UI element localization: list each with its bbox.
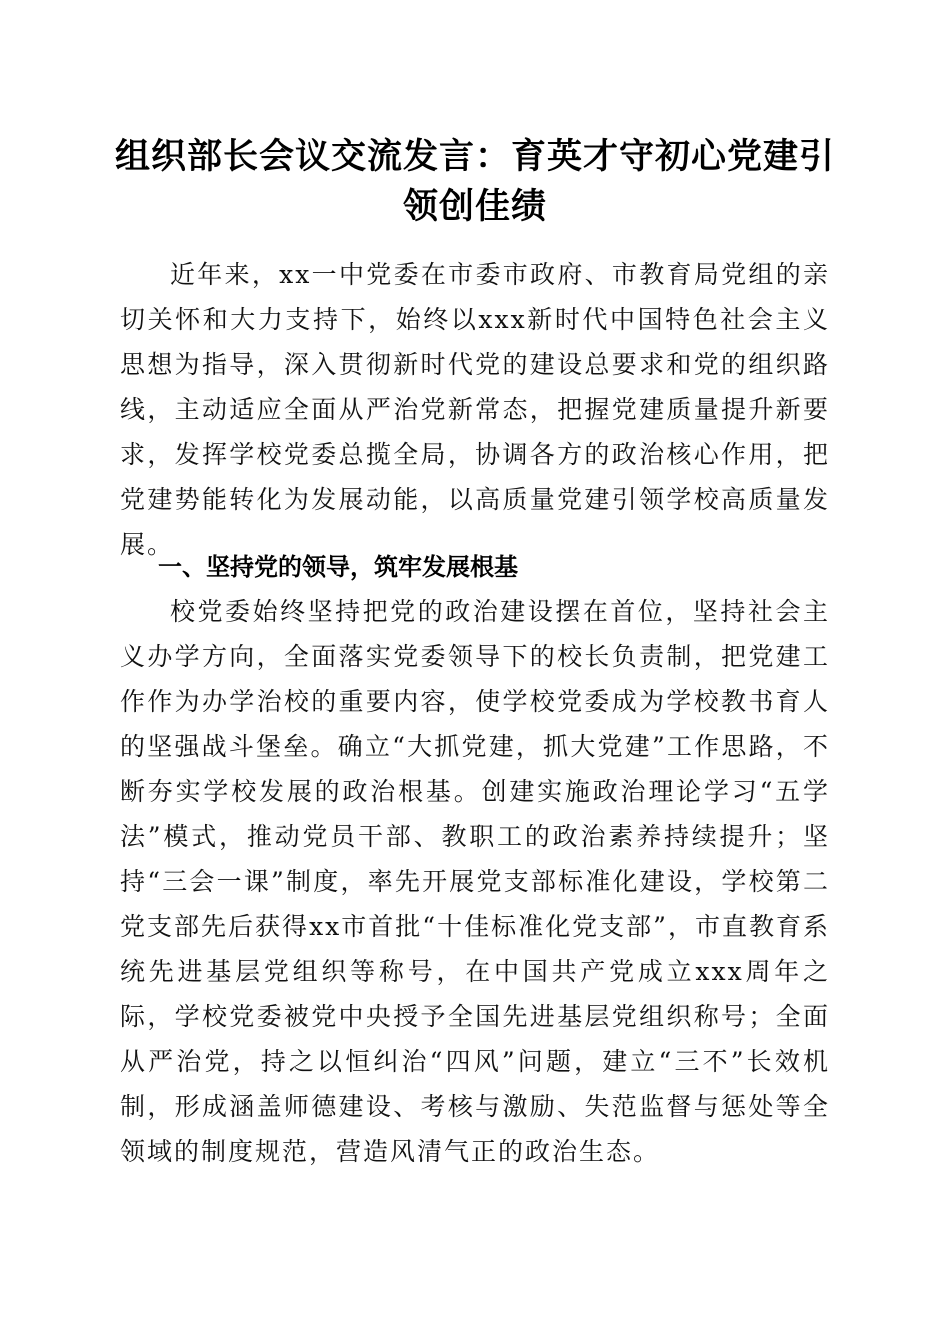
intro-paragraph: 近年来，xx一中党委在市委市政府、市教育局党组的亲切关怀和大力支持下，始终以xxx新时代中国特色社会主义思想为指导，深入贯彻新时代党的建设总要求和党的组织路线，主动适应全面从严治党新常态，把握党建质量提升新要求，发挥学校党委总揽全局，协调各方的政治核心作用，把党建势能转化为发展动能，以高质量党建引领学校高质量发展。 — [120, 260, 830, 559]
section-1-paragraph: 校党委始终坚持把党的政治建设摆在首位，坚持社会主义办学方向，全面落实党委领导下的校长负责制，把党建工作作为办学治校的重要内容，使学校党委成为学校教书育人的坚强战斗堡垒。确立“大抓党建，抓大党建”工作思路，不断夯实学校发展的政治根基。创建实施政治理论学习“五学法”模式，推动党员干部、教职工的政治素养持续提升；坚持“三会一课”制度，率先开展党支部标准化建设，学校第二党支部先后获得xx市首批“十佳标准化党支部”，市直教育系统先进基层党组织等称号，在中国共产党成立xxx周年之际，学校党委被党中央授予全国先进基层党组织称号；全面从严治党，持之以恒纠治“四风”问题，建立“三不”长效机制，形成涵盖师德建设、考核与激励、失范监督与惩处等全领域的制度规范，营造风清气正的政治生态。 — [120, 597, 830, 1166]
document-title: 组织部长会议交流发言：育英才守初心党建引领创佳绩 — [114, 136, 835, 227]
section-heading-1: 一、坚持党的领导，筑牢发展根基 — [158, 553, 518, 581]
